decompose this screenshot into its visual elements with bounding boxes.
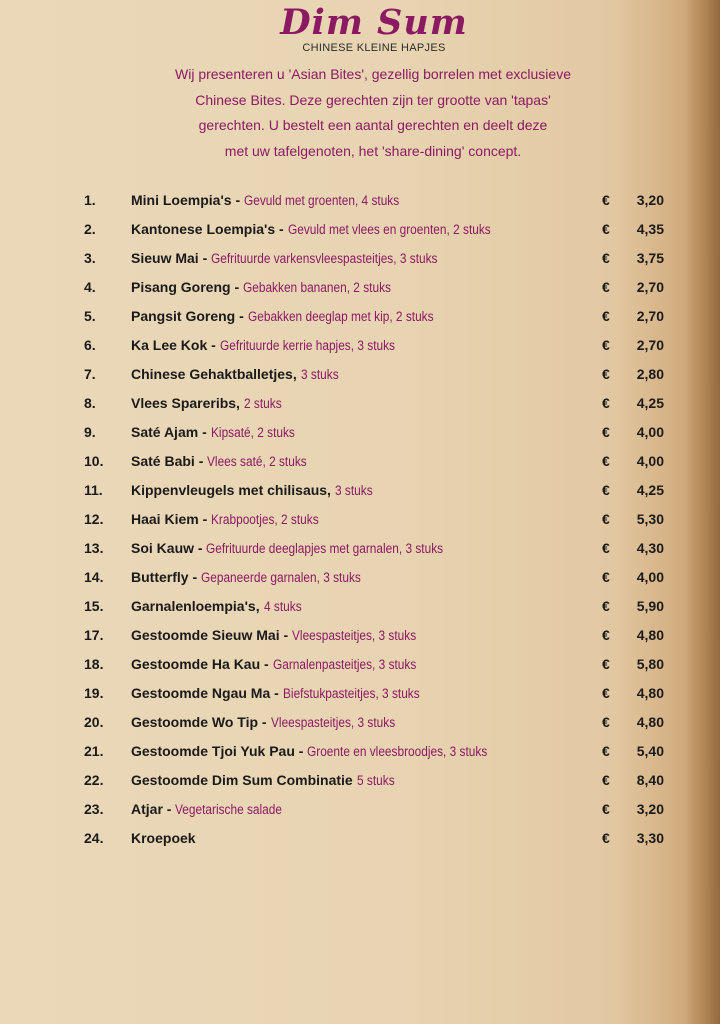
item-number: 15. <box>84 598 104 614</box>
currency-symbol: € <box>602 743 610 759</box>
menu-item <box>0 273 720 302</box>
item-description: Garnalenpasteitjes, 3 stuks <box>272 657 416 672</box>
item-text <box>131 337 419 353</box>
item-separator: - <box>258 714 271 730</box>
item-number: 11. <box>84 482 103 498</box>
item-number: 14. <box>84 569 104 585</box>
item-name: Gestoomde Ha Kau <box>131 656 261 672</box>
item-text <box>131 511 333 527</box>
item-text <box>131 801 297 817</box>
item-description: 5 stuks <box>356 773 395 788</box>
item-number: 12. <box>84 511 104 527</box>
item-price: 3,75 <box>636 250 664 266</box>
menu-item <box>0 766 720 795</box>
currency-symbol: € <box>602 221 610 237</box>
item-name: Kroepoek <box>131 830 196 846</box>
item-text <box>131 308 459 324</box>
menu-item <box>0 447 720 476</box>
item-name: Vlees Spareribs, <box>131 395 240 411</box>
item-separator: - <box>279 627 293 643</box>
item-price: 3,20 <box>636 192 664 208</box>
menu-item <box>0 476 720 505</box>
item-number: 21. <box>84 743 104 759</box>
menu-item <box>0 708 720 737</box>
item-text <box>131 627 433 643</box>
item-number: 23. <box>84 801 104 817</box>
currency-symbol: € <box>602 772 610 788</box>
item-price: 4,25 <box>636 482 664 498</box>
item-text <box>131 772 399 788</box>
item-name: Ka Lee Kok <box>131 337 208 353</box>
menu-item <box>0 360 720 389</box>
item-number: 20. <box>84 714 104 730</box>
currency-symbol: € <box>602 569 610 585</box>
currency-symbol: € <box>602 366 610 382</box>
item-description: Gevuld met vlees en groenten, 2 stuks <box>287 222 491 237</box>
item-description: Vlees saté, 2 stuks <box>207 454 307 469</box>
currency-symbol: € <box>602 395 610 411</box>
menu-list <box>0 186 720 853</box>
item-price: 2,70 <box>636 337 664 353</box>
item-separator: - <box>270 685 283 701</box>
item-description: Vleespasteitjes, 3 stuks <box>292 628 417 643</box>
currency-symbol: € <box>602 598 610 614</box>
item-description: Groente en vleesbroodjes, 3 stuks <box>307 744 488 759</box>
item-name: Kippenvleugels met chilisaus, <box>131 482 331 498</box>
item-name: Kantonese Loempia's <box>131 221 276 237</box>
item-name: Butterfly <box>131 569 189 585</box>
item-number: 5. <box>84 308 96 324</box>
item-price: 3,20 <box>636 801 664 817</box>
currency-symbol: € <box>602 685 610 701</box>
currency-symbol: € <box>602 511 610 527</box>
item-text <box>131 598 306 614</box>
item-price: 5,40 <box>636 743 664 759</box>
currency-symbol: € <box>602 337 610 353</box>
item-number: 6. <box>84 337 96 353</box>
item-description: Vleespasteitjes, 3 stuks <box>270 715 395 730</box>
item-name: Garnalenloempia's, <box>131 598 260 614</box>
item-separator: - <box>162 801 176 817</box>
item-number: 7. <box>84 366 96 382</box>
item-separator: - <box>188 569 202 585</box>
item-separator: - <box>207 337 220 353</box>
item-price: 4,00 <box>636 569 664 585</box>
item-name: Atjar <box>131 801 163 817</box>
item-text <box>131 685 438 701</box>
item-price: 4,00 <box>636 453 664 469</box>
currency-symbol: € <box>602 627 610 643</box>
item-name: Mini Loempia's <box>131 192 232 208</box>
item-description: Gefrituurde varkensvleespasteitjes, 3 stuks <box>211 251 438 266</box>
item-price: 4,80 <box>636 714 664 730</box>
item-text <box>131 540 476 556</box>
item-separator: - <box>294 743 308 759</box>
currency-symbol: € <box>602 801 610 817</box>
item-description: 2 stuks <box>243 396 282 411</box>
item-text <box>131 656 435 672</box>
menu-item <box>0 679 720 708</box>
menu-item <box>0 244 720 273</box>
item-separator: - <box>230 279 244 295</box>
menu-item <box>0 592 720 621</box>
item-description: 3 stuks <box>300 367 339 382</box>
menu-item <box>0 563 720 592</box>
item-text <box>131 482 378 498</box>
currency-symbol: € <box>602 830 610 846</box>
item-price: 3,30 <box>636 830 664 846</box>
item-separator: - <box>198 511 212 527</box>
item-number: 18. <box>84 656 104 672</box>
item-price: 8,40 <box>636 772 664 788</box>
intro-text <box>148 62 598 164</box>
item-price: 4,35 <box>636 221 664 237</box>
item-number: 1. <box>84 192 96 208</box>
menu-item <box>0 215 720 244</box>
item-name: Chinese Gehaktballetjes, <box>131 366 297 382</box>
item-separator: - <box>235 308 248 324</box>
item-name: Gestoomde Wo Tip <box>131 714 259 730</box>
currency-symbol: € <box>602 656 610 672</box>
intro-line: Wij presenteren u 'Asian Bites', gezellig borrelen met exclusieve <box>175 66 571 82</box>
item-description: Kipsaté, 2 stuks <box>210 425 295 440</box>
intro-line: gerechten. U bestelt een aantal gerechten en deelt deze <box>198 117 548 133</box>
item-name: Gestoomde Dim Sum Combinatie <box>131 772 353 788</box>
item-text <box>131 569 383 585</box>
item-number: 8. <box>84 395 96 411</box>
page-subtitle: CHINESE KLEINE HAPJES <box>302 42 446 54</box>
item-text <box>131 366 343 382</box>
item-text <box>131 192 420 208</box>
item-description: Vegetarische salade <box>175 802 283 817</box>
item-number: 2. <box>84 221 96 237</box>
item-separator: - <box>198 424 211 440</box>
item-number: 3. <box>84 250 96 266</box>
item-name: Gestoomde Ngau Ma <box>131 685 271 701</box>
menu-item <box>0 418 720 447</box>
item-description: Gebakken deeglap met kip, 2 stuks <box>247 309 434 324</box>
item-name: Saté Babi <box>131 453 195 469</box>
item-text <box>131 250 469 266</box>
item-text <box>131 279 411 295</box>
item-price: 2,70 <box>636 308 664 324</box>
item-name: Gestoomde Sieuw Mai <box>131 627 280 643</box>
item-number: 4. <box>84 279 96 295</box>
item-text <box>131 395 287 411</box>
item-description: Biefstukpasteitjes, 3 stuks <box>282 686 420 701</box>
item-price: 4,80 <box>636 627 664 643</box>
item-price: 4,80 <box>636 685 664 701</box>
intro-line: Chinese Bites. Deze gerechten zijn ter grootte van 'tapas' <box>195 91 551 108</box>
currency-symbol: € <box>602 250 610 266</box>
item-name: Saté Ajam <box>131 424 199 440</box>
item-price: 4,00 <box>636 424 664 440</box>
menu-item <box>0 505 720 534</box>
item-name: Sieuw Mai <box>131 250 199 266</box>
item-price: 5,30 <box>636 511 664 527</box>
item-text <box>131 453 321 469</box>
menu-item <box>0 302 720 331</box>
item-number: 19. <box>84 685 104 701</box>
currency-symbol: € <box>602 453 610 469</box>
currency-symbol: € <box>602 192 610 208</box>
item-separator: - <box>275 221 288 237</box>
menu-item <box>0 621 720 650</box>
item-text <box>131 714 412 730</box>
item-name: Soi Kauw <box>131 540 195 556</box>
menu-item <box>0 331 720 360</box>
item-text <box>131 830 196 846</box>
item-name: Pangsit Goreng <box>131 308 236 324</box>
item-price: 5,90 <box>636 598 664 614</box>
item-text <box>131 221 518 237</box>
currency-symbol: € <box>602 308 610 324</box>
item-number: 10. <box>84 453 104 469</box>
item-description: Gebakken bananen, 2 stuks <box>243 280 391 295</box>
currency-symbol: € <box>602 424 610 440</box>
item-price: 2,70 <box>636 279 664 295</box>
menu-item <box>0 824 720 853</box>
item-separator: - <box>198 250 212 266</box>
menu-item <box>0 650 720 679</box>
item-name: Haai Kiem <box>131 511 199 527</box>
menu-item <box>0 186 720 215</box>
currency-symbol: € <box>602 714 610 730</box>
item-text <box>131 743 512 759</box>
item-separator <box>260 598 264 614</box>
item-price: 4,30 <box>636 540 664 556</box>
item-description: Gevuld met groenten, 4 stuks <box>244 193 400 208</box>
item-number: 24. <box>84 830 104 846</box>
item-description: 4 stuks <box>263 599 302 614</box>
menu-item <box>0 389 720 418</box>
item-description: Gepaneerde garnalen, 3 stuks <box>201 570 361 585</box>
item-separator: - <box>194 540 207 556</box>
item-separator: - <box>260 656 273 672</box>
item-separator: - <box>194 453 208 469</box>
currency-symbol: € <box>602 540 610 556</box>
item-price: 5,80 <box>636 656 664 672</box>
item-number: 13. <box>84 540 104 556</box>
menu-item <box>0 534 720 563</box>
item-description: 3 stuks <box>334 483 373 498</box>
page-title: Dim Sum <box>280 2 468 43</box>
item-number: 17. <box>84 627 104 643</box>
item-description: Gefrituurde kerrie hapjes, 3 stuks <box>219 338 395 353</box>
currency-symbol: € <box>602 482 610 498</box>
item-description: Krabpootjes, 2 stuks <box>211 512 319 527</box>
item-name: Gestoomde Tjoi Yuk Pau <box>131 743 295 759</box>
item-description: Gefrituurde deeglapjes met garnalen, 3 stuks <box>206 541 444 556</box>
item-text <box>131 424 306 440</box>
item-name: Pisang Goreng <box>131 279 231 295</box>
item-number: 9. <box>84 424 96 440</box>
currency-symbol: € <box>602 279 610 295</box>
item-price: 4,25 <box>636 395 664 411</box>
item-number: 22. <box>84 772 104 788</box>
item-separator: - <box>231 192 245 208</box>
item-separator <box>353 772 357 788</box>
menu-item <box>0 795 720 824</box>
menu-item <box>0 737 720 766</box>
intro-line: met uw tafelgenoten, het 'share-dining' concept. <box>224 142 522 159</box>
item-price: 2,80 <box>636 366 664 382</box>
